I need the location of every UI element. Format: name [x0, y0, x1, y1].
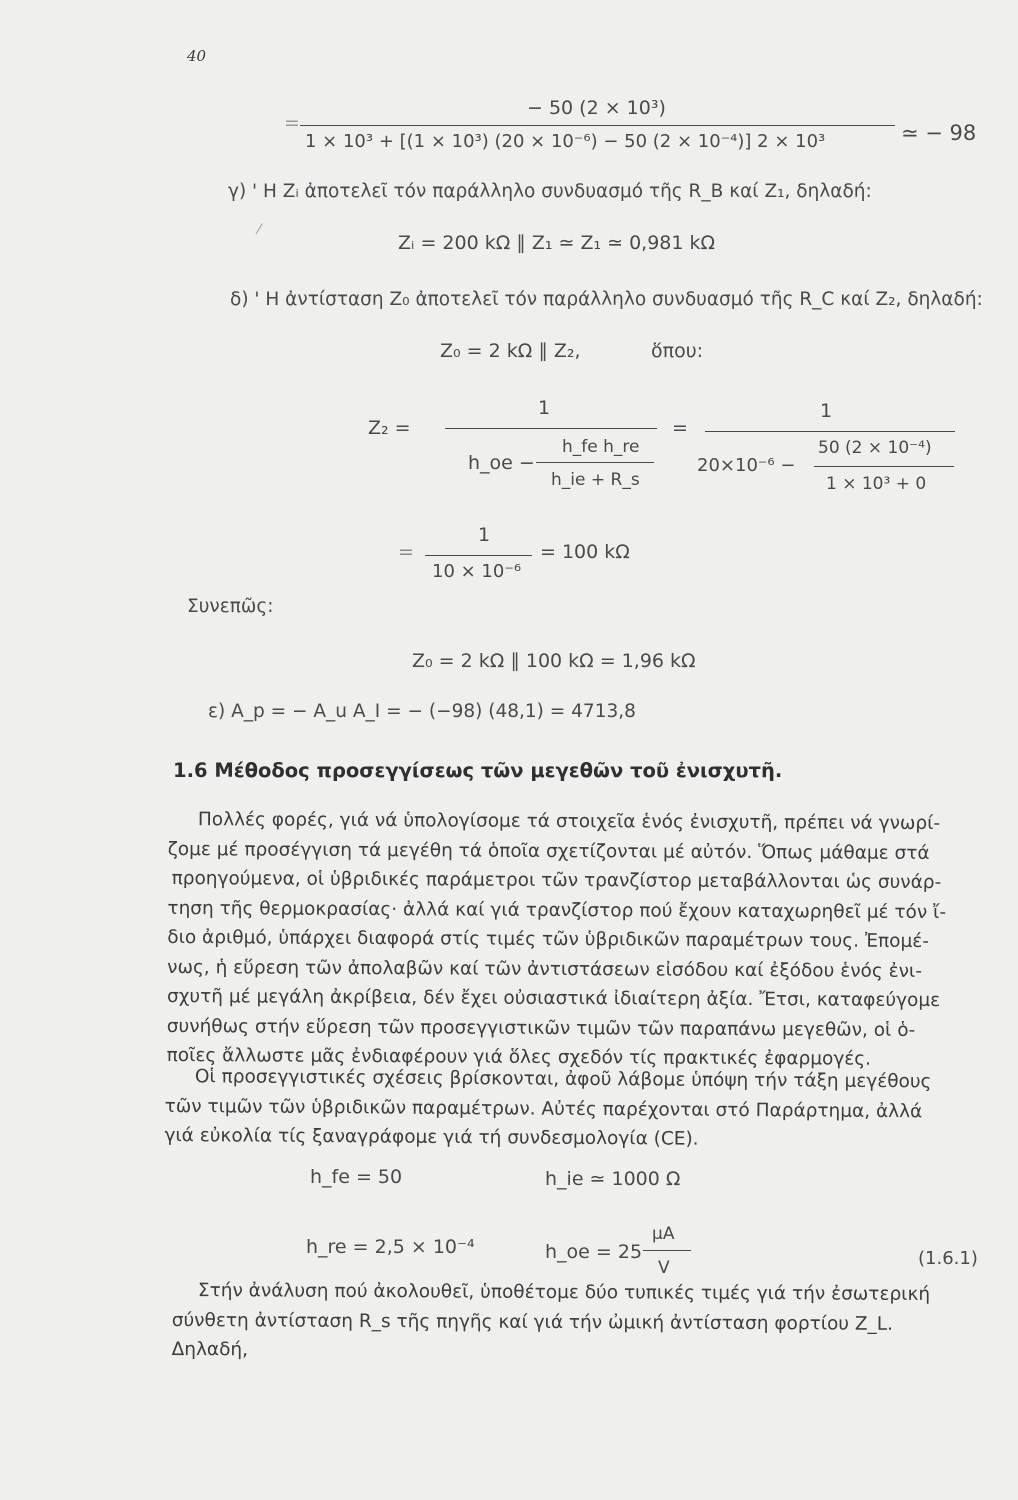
z2-lhs: Z₂ =: [368, 417, 411, 439]
eq1-result: ≃ − 98: [901, 121, 977, 145]
z2-f2-bar: [705, 431, 955, 432]
z2-f1-bar: [445, 428, 657, 429]
z2-f2-inner-bar: [814, 466, 954, 467]
pencil-mark: ⁄: [258, 222, 261, 238]
param-hre: h_re = 2,5 × 10⁻⁴: [306, 1236, 475, 1258]
part-delta-equation: Z₀ = 2 kΩ ∥ Z₂,: [440, 340, 581, 362]
para2-line: τῶν τιμῶν τῶν ὑβριδικῶν παραμέτρων. Αὐτές παρέχονται στό Παράρτημα, ἀλλά: [164, 1095, 923, 1122]
eq1-numerator: − 50 (2 × 10³): [527, 97, 666, 119]
para3-line: Στήν ἀνάλυση πού ἀκολουθεῖ, ὑποθέτομε δύο τυπικές τιμές γιά τήν ἐσωτερική: [197, 1280, 931, 1305]
para1-line: προηγούμενα, οἱ ὑβριδικές παράμετροι τῶν τρανζίστορ μεταβάλλονται ὡς συνάρ-: [171, 868, 942, 894]
param-hoe-unit-num: μA: [652, 1224, 675, 1244]
para2-line: Οἱ προσεγγιστικές σχέσεις βρίσκονται, ἀφοῦ λάβομε ὑπόψη τήν τάξη μεγέθους: [194, 1066, 932, 1093]
paragraph-2: [164, 1062, 1010, 1156]
para1-line: τηση τῆς θερμοκρασίας· ἀλλά καί γιά τρανζίστορ πού ἔχουν καταχωρηθεῖ μέ τόν ἴ-: [167, 897, 947, 923]
para2-line: γιά εὐκολία τίς ξαναγράφομε γιά τή συνδεσμολογία (CE).: [164, 1124, 699, 1150]
page-number: 40: [187, 47, 207, 65]
para1-line: νως, ἡ εὕρεση τῶν ἀπολαβῶν καί τῶν ἀντιστάσεων εἰσόδου καί ἐξόδου ἑνός ἐνι-: [167, 956, 922, 982]
z2-f3-numerator: 1: [478, 524, 491, 546]
para3-line: σύνθετη ἀντίσταση R_s τῆς πηγῆς καί γιά τήν ὠμική ἀντίσταση φορτίου Z_L.: [171, 1309, 894, 1335]
part-delta-where: ὅπου:: [651, 340, 704, 362]
eq1-denominator: 1 × 10³ + [(1 × 10³) (20 × 10⁻⁶) − 50 (2 × 10⁻⁴)] 2 × 10³: [305, 131, 826, 152]
z2-f2-inner-den: 1 × 10³ + 0: [826, 474, 927, 494]
z2-f2-numerator: 1: [820, 400, 833, 422]
z2-f3-bar: [425, 555, 532, 556]
therefore-equation: Z₀ = 2 kΩ ∥ 100 kΩ = 1,96 kΩ: [412, 650, 696, 672]
param-hoe-unit-den: V: [658, 1258, 670, 1278]
para1-line: σχυτῆ μέ μεγάλη ἀκρίβεια, δέν ἔχει οὐσιαστικά ἰδιαίτερη ἀξία. Ἔτσι, καταφεύγομε: [166, 985, 941, 1012]
param-hfe: h_fe = 50: [310, 1166, 403, 1188]
part-gamma-text: γ) ' Η Zᵢ ἀποτελεῖ τόν παράλληλο συνδυασμό τῆς R_B καί Z₁, δηλαδή:: [228, 181, 872, 202]
paragraph-1: [167, 805, 1013, 1075]
param-hoe-unit-bar: [643, 1250, 691, 1251]
para1-line: Πολλές φορές, γιά νά ὑπολογίσομε τά στοιχεῖα ἑνός ἐνισχυτῆ, πρέπει νά γνωρί-: [197, 809, 941, 835]
para3-line: Δηλαδή,: [171, 1338, 249, 1361]
z2-line2-prefix: =: [398, 541, 414, 563]
param-hoe: h_oe = 25: [545, 1241, 643, 1263]
eq1-equals: =: [284, 112, 300, 134]
z2-f2-den-a: 20×10⁻⁶ −: [697, 455, 796, 476]
z2-f3-denominator: 10 × 10⁻⁶: [432, 561, 522, 582]
z2-f1-inner-num: h_fe h_re: [562, 437, 640, 457]
eq1-fraction-bar: [300, 125, 895, 126]
para1-line: συνήθως στήν εὕρεση τῶν προσεγγιστικῶν τιμῶν τῶν παραπάνω μεγεθῶν, οἱ ὁ-: [166, 1015, 916, 1041]
param-hie: h_ie ≃ 1000 Ω: [545, 1168, 681, 1190]
part-gamma-equation: Zᵢ = 200 kΩ ∥ Z₁ ≃ Z₁ ≃ 0,981 kΩ: [398, 232, 716, 254]
z2-f2-inner-num: 50 (2 × 10⁻⁴): [818, 438, 932, 458]
z2-f1-den-a: h_oe −: [468, 452, 535, 474]
z2-f1-inner-den: h_ie + R_s: [551, 470, 640, 490]
z2-f1-inner-bar: [536, 462, 654, 463]
z2-f1-numerator: 1: [538, 397, 551, 419]
section-heading: 1.6 Μέθοδος προσεγγίσεως τῶν μεγεθῶν τοῦ ἐνισχυτῆ.: [173, 759, 783, 782]
part-epsilon-equation: ε) A_p = − A_u A_I = − (−98) (48,1) = 4713,8: [208, 701, 636, 722]
therefore-label: Συνεπῶς:: [187, 596, 274, 617]
para1-line: διο ἀριθμό, ὑπάρχει διαφορά στίς τιμές τῶν ὑβριδικῶν παραμέτρων τους. Ἐπομέ-: [167, 926, 930, 952]
z2-result: = 100 kΩ: [540, 541, 630, 563]
paragraph-3: [172, 1276, 1017, 1369]
z2-eq-sign: =: [672, 417, 688, 439]
part-delta-text: δ) ' Η ἀντίσταση Z₀ ἀποτελεῖ τόν παράλληλο συνδυασμό τῆς R_C καί Z₂, δηλαδή:: [230, 289, 983, 310]
equation-number: (1.6.1): [918, 1248, 978, 1269]
para1-line: ζομε μέ προσέγγιση τά μεγέθη τά ὁποῖα σχετίζονται μέ αὐτόν. Ὅπως μάθαμε στά: [167, 838, 930, 864]
para1-line: ποῖες ἄλλωστε μᾶς ἐνδιαφέρουν γιά ὅλες σχεδόν τίς πρακτικές ἐφαρμογές.: [166, 1044, 872, 1070]
